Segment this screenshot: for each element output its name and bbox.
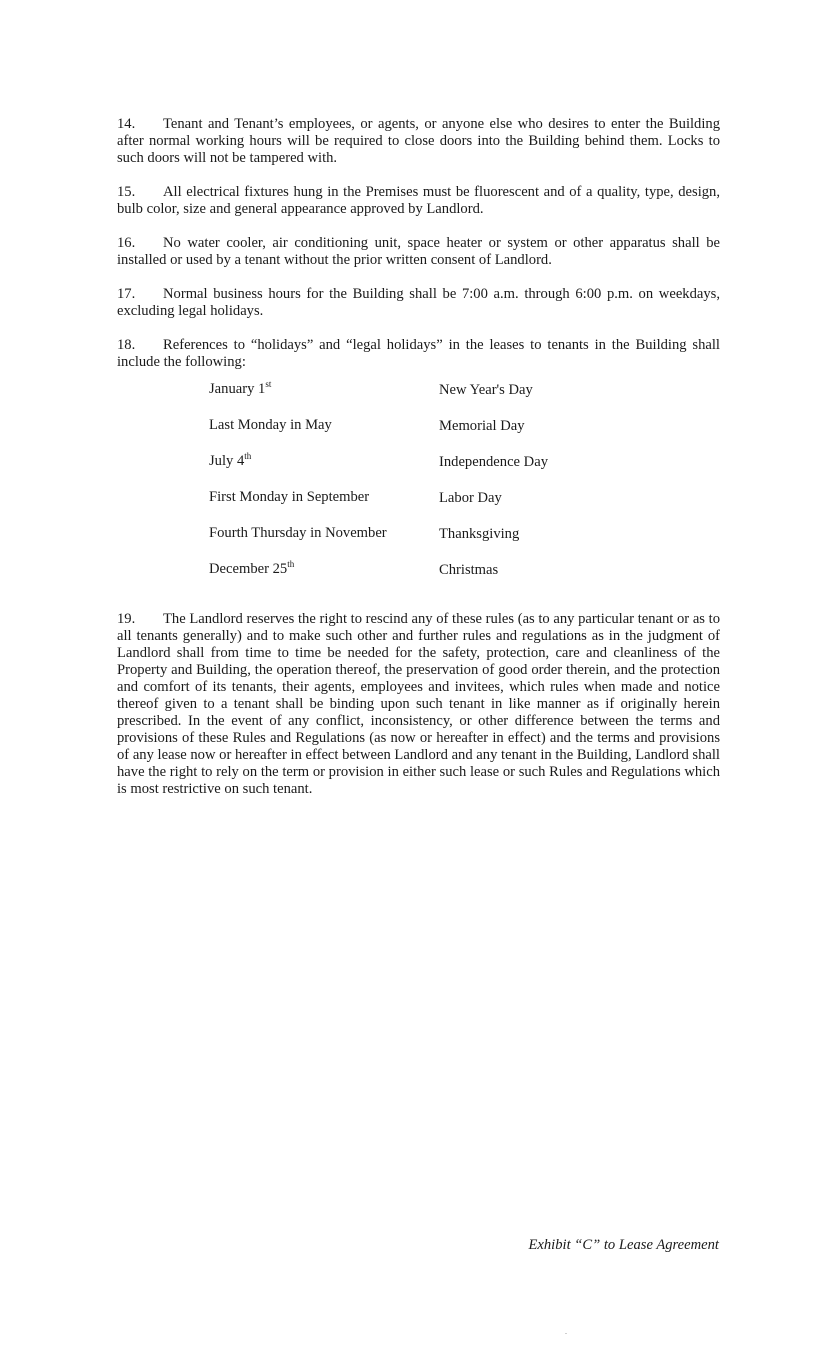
rule-18 [117,337,720,371]
table-row [209,381,548,417]
table-row [209,489,548,525]
holiday-date-text: July 4 [209,453,245,469]
holiday-date [209,453,439,489]
ordinal-suffix: st [265,379,272,390]
holiday-table [209,381,548,597]
ordinal-suffix: th [244,451,252,462]
rule-19 [117,611,720,798]
table-row [209,561,548,597]
rule-number: 15. [117,184,136,200]
holiday-name: Thanksgiving [439,526,520,542]
rule-text: All electrical fixtures hung in the Premises must be fluorescent and of a quality, type, design, bulb color, size and general appearance approved by Landlord. [117,184,720,217]
scan-speck [565,1333,567,1334]
holiday-name: Memorial Day [439,418,525,434]
rule-text: Normal business hours for the Building shall be 7:00 a.m. through 6:00 p.m. on weekdays, excluding legal holidays. [117,286,720,319]
rule-14 [117,116,720,167]
holiday-date-text: First Monday in September [209,489,370,505]
table-row [209,453,548,489]
rule-15 [117,184,720,218]
rule-number: 19. [117,611,136,627]
rule-text: Tenant and Tenant’s employees, or agents, or anyone else who desires to enter the Building after normal working hours will be required to close doors into the Building behind them. Locks to such doors will not be tampered with. [117,116,720,166]
rule-number: 17. [117,286,136,302]
holiday-name: New Year's Day [439,382,533,398]
holiday-date-text: December 25 [209,561,288,577]
rule-text: The Landlord reserves the right to rescind any of these rules (as to any particular tenant or as to all tenants generally) and to make such other and further rules and regulations as in the judgment of Landlord shall from time to time be needed for the safety, protection, care and cleanliness of the Property and Building, the operation thereof, the preservation of good order therein, and the protection and comfort of its tenants, their agents, employees and invitees, which rules when made and notice thereof given to a tenant shall be binding upon such tenant in like manner as if originally herein prescribed. In the event of any conflict, inconsistency, or other difference between the terms and provisions of these Rules and Regulations (as now or hereafter in effect) and the terms and provisions of any lease now or hereafter in effect between Landlord and any tenant in the Building, Landlord shall have the right to rely on the term or provision in either such lease or such Rules and Regulations which is most restrictive on such tenant. [117,611,720,797]
holiday-date [209,381,439,417]
holiday-name: Christmas [439,562,499,578]
holiday-date [209,525,439,561]
holiday-name: Independence Day [439,454,548,470]
holiday-date [209,417,439,453]
rule-16 [117,235,720,269]
holiday-date-text: Last Monday in May [209,417,332,433]
page-footer: Exhibit “C” to Lease Agreement [528,1237,719,1253]
holiday-date-text: January 1 [209,381,266,397]
rules-body [117,116,720,815]
table-row [209,525,548,561]
rule-number: 14. [117,116,136,132]
rule-number: 18. [117,337,136,353]
table-row [209,417,548,453]
rule-number: 16. [117,235,136,251]
rule-text: No water cooler, air conditioning unit, space heater or system or other apparatus shall be installed or used by a tenant without the prior written consent of Landlord. [117,235,720,268]
holiday-name: Labor Day [439,490,502,506]
holiday-date-text: Fourth Thursday in November [209,525,387,541]
ordinal-suffix: th [287,559,295,570]
holiday-date [209,561,439,597]
rule-text: References to “holidays” and “legal holidays” in the leases to tenants in the Building shall include the following: [117,337,720,370]
holiday-date [209,489,439,525]
rule-17 [117,286,720,320]
